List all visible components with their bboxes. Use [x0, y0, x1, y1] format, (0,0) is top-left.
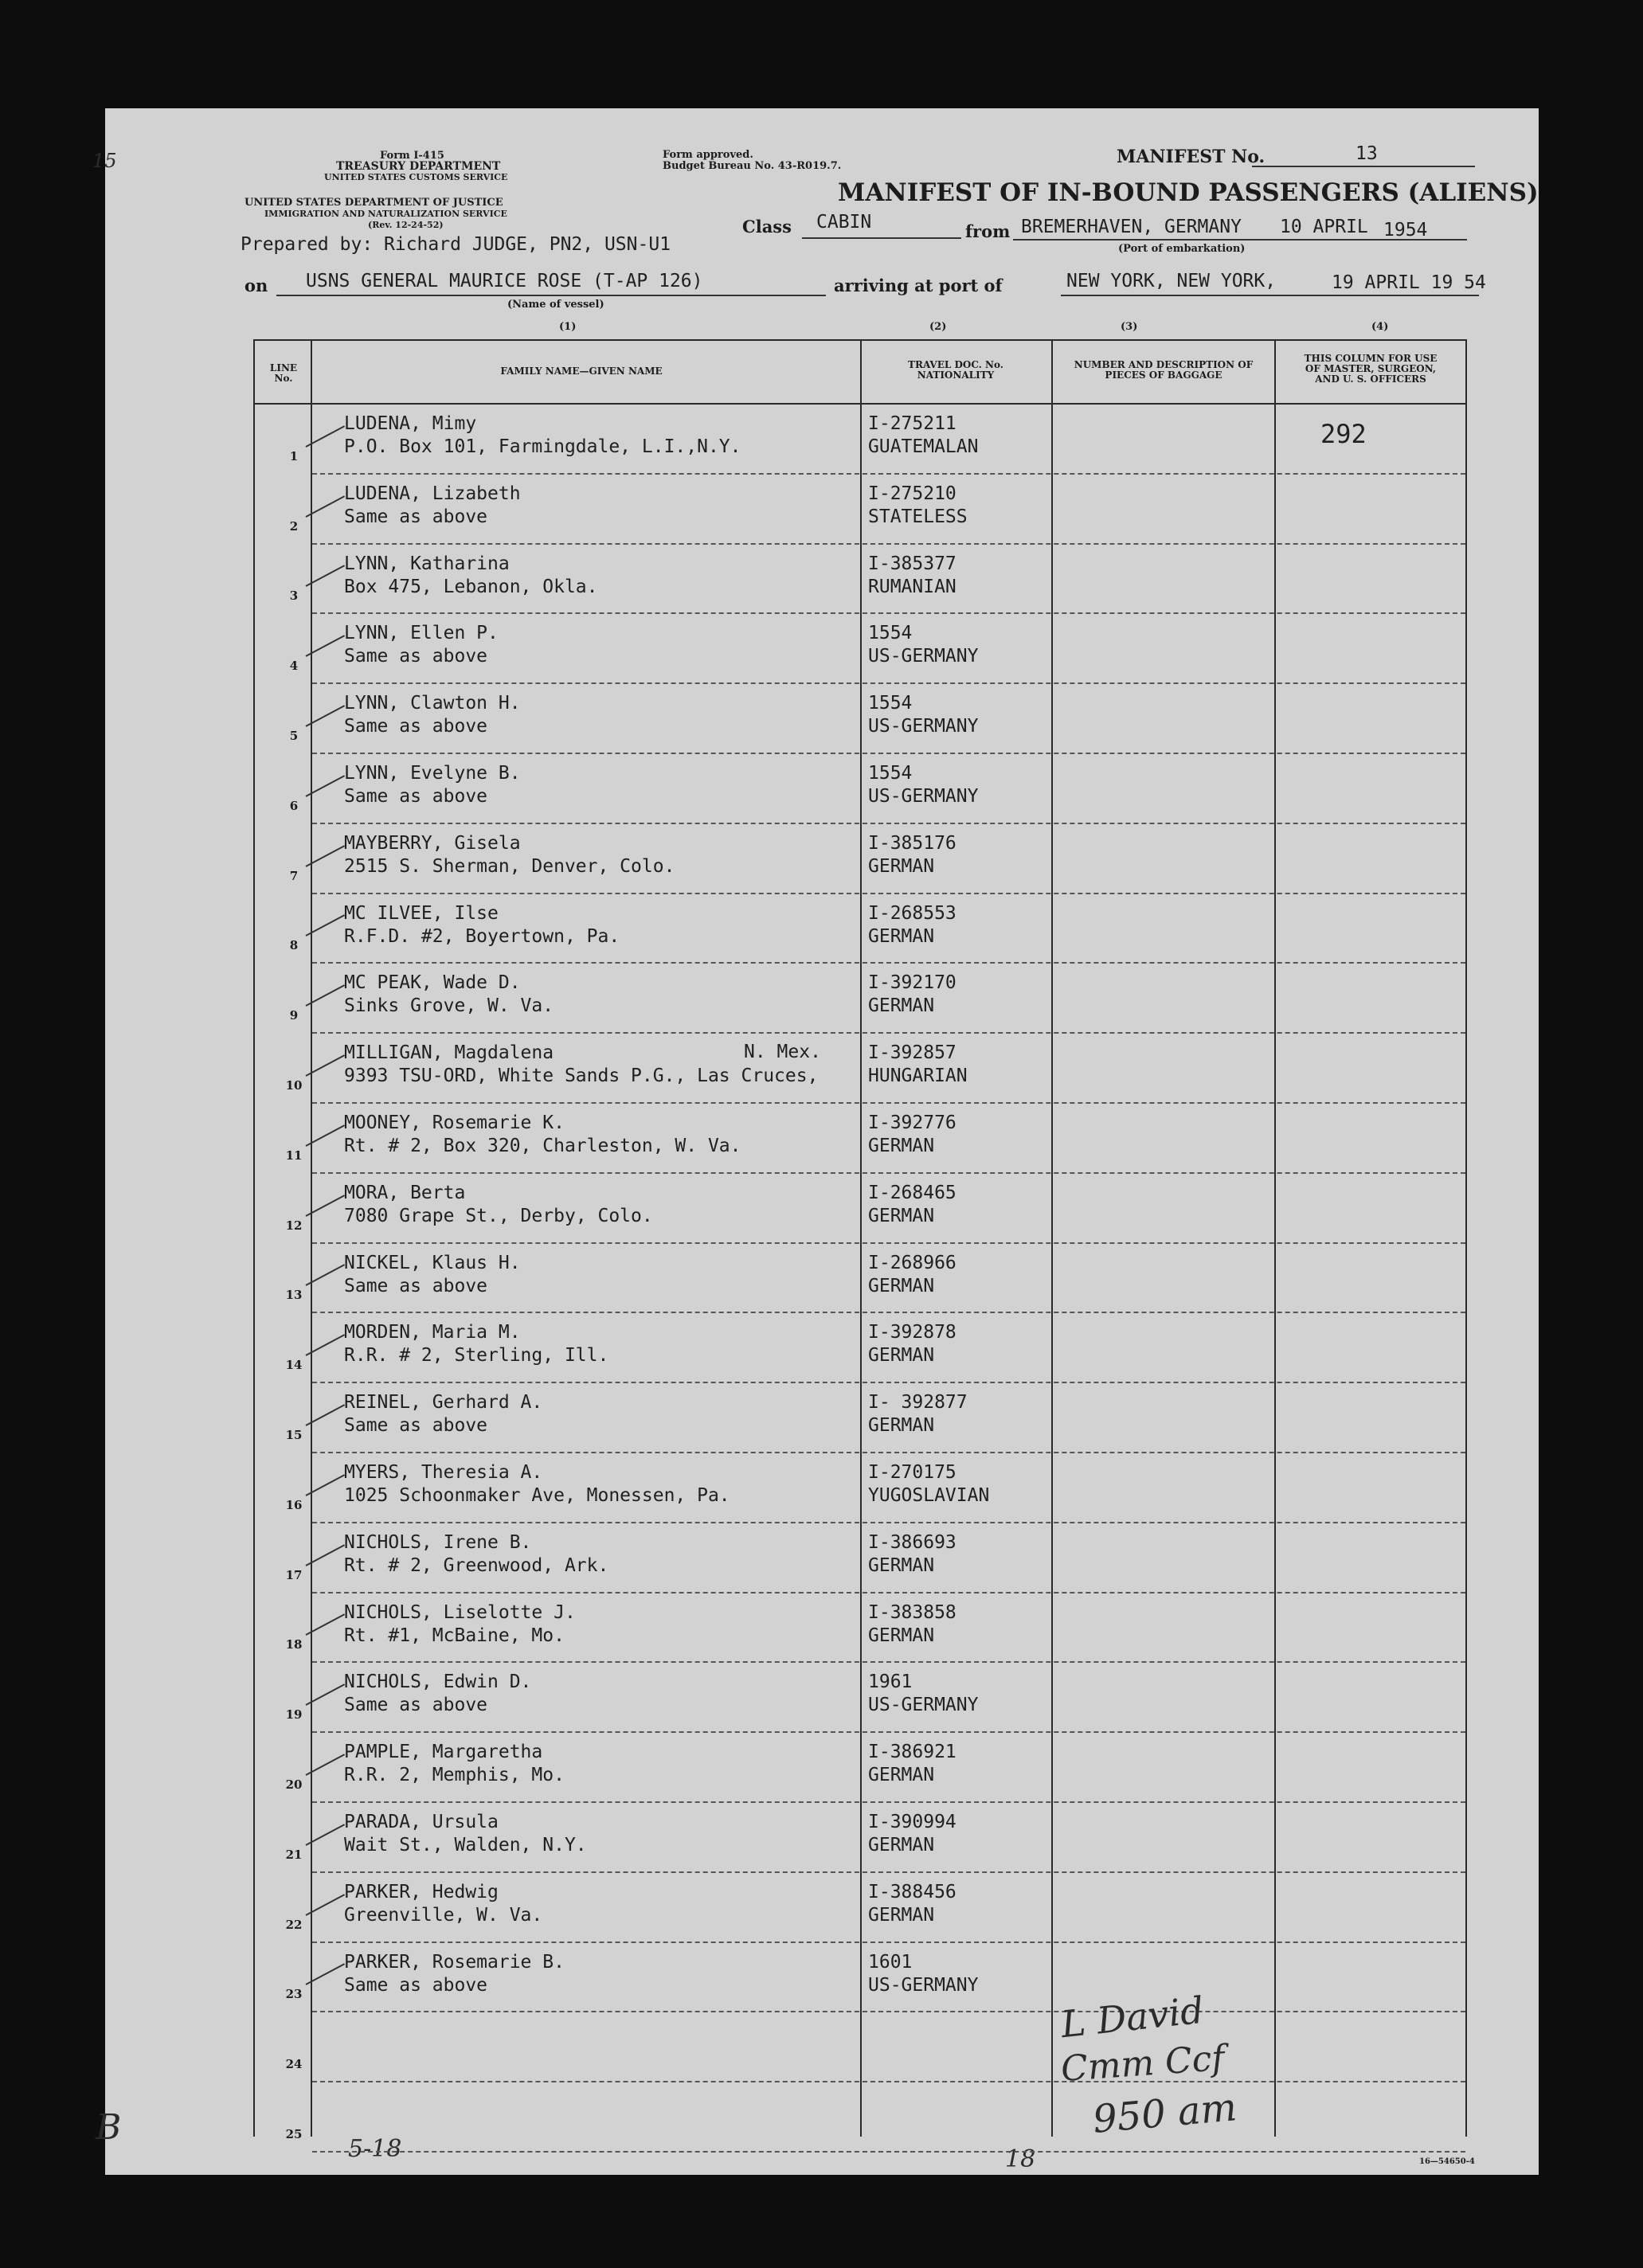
travel-doc-number: I-268966 [868, 1252, 956, 1273]
travel-doc-number: 1601 [868, 1951, 913, 1973]
passenger-name: LYNN, Katharina [344, 553, 510, 574]
passenger-address: Greenville, W. Va. [344, 1904, 543, 1926]
line-number: 2 [289, 518, 299, 534]
travel-doc-number: I-392170 [868, 972, 956, 994]
travel-doc-number: 1554 [868, 763, 913, 784]
treasury-dept: TREASURY DEPARTMENT [336, 160, 501, 173]
passenger-name: NICHOLS, Edwin D. [344, 1672, 532, 1693]
passenger-entry [344, 1671, 531, 1717]
nationality: US-GERMANY [868, 1695, 979, 1716]
passenger-name: MAYBERRY, Gisela [344, 832, 521, 854]
nationality: GERMAN [868, 1415, 935, 1437]
passenger-address: Sinks Grove, W. Va. [344, 995, 554, 1017]
passenger-address: Same as above [344, 1275, 488, 1296]
col-header-doc-line: TRAVEL DOC. No. [908, 359, 1003, 370]
travel-doc-entry [868, 1042, 968, 1088]
line-number: 25 [285, 2127, 303, 2141]
passenger-entry [344, 1461, 730, 1507]
travel-doc-entry [868, 1811, 956, 1857]
passenger-name: PARADA, Ursula [344, 1812, 499, 1832]
passenger-name: NICHOLS, Liselotte J. [344, 1601, 576, 1623]
line-number: 18 [285, 1637, 303, 1652]
passenger-entry [344, 1391, 542, 1437]
passenger-name: LUDENA, Lizabeth [344, 483, 521, 504]
class-label: Class [742, 217, 792, 237]
travel-doc-number: I-392878 [868, 1322, 956, 1343]
bottom-note: 18 [1005, 2145, 1036, 2173]
travel-doc-entry [868, 413, 978, 459]
line-number: 3 [289, 589, 299, 604]
nationality: US-GERMANY [868, 786, 979, 807]
margin-note: 15 [92, 150, 117, 172]
embark-year: 1954 [1383, 220, 1428, 240]
passenger-entry [344, 1741, 565, 1787]
arrival-port: NEW YORK, NEW YORK, [1066, 271, 1277, 291]
travel-doc-entry [868, 1741, 956, 1787]
passenger-entry [344, 1531, 608, 1578]
passenger-entry [344, 553, 598, 599]
passenger-address: R.F.D. #2, Boyertown, Pa. [344, 925, 620, 947]
travel-doc-entry [868, 1112, 956, 1158]
col-header-baggage-line: NUMBER AND DESCRIPTION OF [1074, 359, 1254, 370]
officer-signature: L David [1058, 1988, 1206, 2047]
passenger-address: Rt. # 2, Box 320, Charleston, W. Va. [344, 1136, 741, 1156]
travel-doc-number: I-268553 [868, 902, 956, 924]
passenger-address: Same as above [344, 716, 488, 737]
passenger-address: R.R. 2, Memphis, Mo. [344, 1765, 565, 1786]
passenger-address: 9393 TSU-ORD, White Sands P.G., Las Cruces, [344, 1066, 819, 1087]
travel-doc-entry [868, 483, 968, 529]
justice-dept: UNITED STATES DEPARTMENT OF JUSTICE [244, 197, 503, 209]
passenger-entry [344, 1252, 521, 1298]
passenger-entry [344, 1951, 565, 1997]
revision-date: (Rev. 12-24-52) [368, 220, 444, 230]
nationality: US-GERMANY [868, 646, 979, 667]
travel-doc-number: I-392776 [868, 1112, 956, 1133]
col-header-baggage-line: PIECES OF BAGGAGE [1105, 370, 1222, 381]
passenger-address: 2515 S. Sherman, Denver, Colo. [344, 855, 675, 877]
budget-bureau: Budget Bureau No. 43-R019.7. [663, 160, 842, 172]
col-header-officers-line: THIS COLUMN FOR USE [1304, 353, 1438, 364]
nationality: GERMAN [868, 1625, 935, 1646]
address-continuation: N. Mex. [744, 1042, 821, 1063]
passenger-address: Rt. #1, McBaine, Mo. [344, 1625, 565, 1646]
col-header-baggage [1059, 360, 1268, 381]
passenger-address: R.R. # 2, Sterling, Ill. [344, 1345, 609, 1367]
travel-doc-number: I-385377 [868, 553, 956, 574]
line-number: 13 [285, 1288, 303, 1303]
travel-doc-number: I-275210 [868, 483, 956, 504]
nationality: GERMAN [868, 855, 935, 877]
line-number: 24 [285, 2057, 303, 2072]
passenger-entry [344, 762, 521, 808]
passenger-entry [344, 1182, 653, 1228]
travel-doc-entry [868, 1252, 956, 1298]
travel-doc-entry [868, 762, 978, 808]
passenger-name: LYNN, Clawton H. [344, 693, 521, 714]
line-number: 19 [285, 1707, 303, 1723]
line-number: 22 [285, 1917, 303, 1932]
line-number: 9 [289, 1008, 299, 1023]
on-label: on [244, 276, 268, 295]
vessel-name: USNS GENERAL MAURICE ROSE (T-AP 126) [306, 271, 703, 291]
arrival-time: 950 am [1090, 2085, 1239, 2142]
arriving-label: arriving at port of [834, 276, 1003, 295]
passenger-entry [344, 902, 620, 948]
prepared-by: Prepared by: Richard JUDGE, PN2, USN-U1 [241, 234, 671, 255]
passenger-address: Same as above [344, 1695, 488, 1716]
embark-caption: (Port of embarkation) [1118, 243, 1246, 255]
passenger-address: 1025 Schoonmaker Ave, Monessen, Pa. [344, 1485, 730, 1506]
travel-doc-entry [868, 1391, 968, 1437]
passenger-name: LUDENA, Mimy [344, 413, 477, 434]
column-number: (1) [559, 321, 577, 333]
travel-doc-entry [868, 1951, 978, 1997]
manifest-label: MANIFEST No. [1117, 147, 1266, 167]
passenger-name: MYERS, Theresia A. [344, 1462, 543, 1483]
line-number: 17 [285, 1567, 303, 1582]
nationality: GERMAN [868, 1835, 935, 1855]
travel-doc-entry [868, 1321, 956, 1367]
travel-doc-number: I-268465 [868, 1182, 956, 1203]
passenger-name: LYNN, Ellen P. [344, 623, 499, 644]
passenger-entry [344, 622, 499, 668]
line-number: 23 [285, 1987, 303, 2002]
line-number: 6 [289, 798, 299, 813]
passenger-address: Same as above [344, 1974, 488, 1996]
line-number: 8 [289, 938, 299, 953]
nationality: HUNGARIAN [868, 1066, 968, 1087]
passenger-address: Box 475, Lebanon, Okla. [344, 576, 598, 597]
col-header-line: LINE No. [269, 362, 298, 384]
line-number: 7 [289, 868, 299, 883]
travel-doc-number: I-386693 [868, 1531, 956, 1553]
passenger-address: Same as above [344, 646, 488, 667]
nationality: US-GERMANY [868, 716, 979, 737]
travel-doc-number: I-390994 [868, 1812, 956, 1832]
passenger-entry [344, 1881, 542, 1927]
col-header-officers-line: AND U. S. OFFICERS [1315, 373, 1426, 385]
arrival-date: 19 APRIL 19 54 [1332, 272, 1486, 293]
manifest-title: MANIFEST OF IN-BOUND PASSENGERS (ALIENS) [838, 178, 1539, 207]
passenger-entry [344, 413, 741, 459]
travel-doc-number: 1554 [868, 693, 913, 714]
form-approved: Form approved. [663, 149, 753, 161]
passenger-address: 7080 Grape St., Derby, Colo. [344, 1205, 653, 1226]
officer-signature: Cmm Ccf [1059, 2037, 1226, 2090]
travel-doc-entry [868, 1671, 978, 1717]
nationality: STATELESS [868, 506, 968, 527]
passenger-address: Same as above [344, 506, 488, 527]
manifest-number: 13 [1355, 143, 1378, 164]
passenger-entry [344, 1321, 608, 1367]
line-number: 16 [285, 1497, 303, 1512]
passenger-name: MORDEN, Maria M. [344, 1322, 521, 1343]
travel-doc-number: I-383858 [868, 1601, 956, 1623]
embark-date: 10 APRIL [1280, 217, 1368, 237]
manifest-page [92, 108, 1539, 2175]
column-number: (4) [1371, 321, 1389, 333]
travel-doc-number: I-386921 [868, 1742, 956, 1763]
col-header-officers [1282, 354, 1459, 385]
travel-doc-entry [868, 692, 978, 738]
travel-doc-number: I-275211 [868, 413, 956, 434]
passenger-name: REINEL, Gerhard A. [344, 1392, 543, 1414]
nationality: GERMAN [868, 1136, 935, 1156]
form-number: Form I-415 [380, 150, 444, 162]
passenger-entry [344, 692, 521, 738]
line-number: 20 [285, 1777, 303, 1792]
nationality: GERMAN [868, 1904, 935, 1926]
line-number: 21 [285, 1847, 303, 1862]
passenger-entry [344, 483, 521, 529]
passenger-name: MORA, Berta [344, 1182, 466, 1203]
travel-doc-number: I-388456 [868, 1881, 956, 1902]
travel-doc-number: I-392857 [868, 1042, 956, 1064]
passenger-address: P.O. Box 101, Farmingdale, L.I.,N.Y. [344, 436, 741, 457]
ins-service: IMMIGRATION AND NATURALIZATION SERVICE [264, 209, 507, 219]
line-number: 5 [289, 729, 299, 743]
nationality: YUGOSLAVIAN [868, 1485, 990, 1506]
passenger-name: MOONEY, Rosemarie K. [344, 1112, 565, 1133]
travel-doc-entry [868, 1881, 956, 1927]
travel-doc-number: 1961 [868, 1672, 913, 1693]
passenger-name: MILLIGAN, Magdalena [344, 1042, 554, 1064]
passenger-name: PARKER, Hedwig [344, 1881, 499, 1902]
passenger-entry [344, 832, 675, 878]
line-number: 1 [289, 448, 299, 463]
travel-doc-entry [868, 553, 956, 599]
line-number: 4 [289, 659, 299, 674]
travel-doc-entry [868, 1182, 956, 1228]
vessel-caption: (Name of vessel) [507, 299, 604, 311]
col-header-nat-line: NATIONALITY [917, 370, 995, 381]
line-number: 15 [285, 1428, 303, 1442]
line-number: 14 [285, 1358, 303, 1373]
travel-doc-number: 1554 [868, 623, 913, 644]
travel-doc-number: I-270175 [868, 1462, 956, 1483]
col-header-officers-line: OF MASTER, SURGEON, [1305, 363, 1437, 374]
passenger-address: Same as above [344, 1415, 488, 1437]
form-code: 16—54650-4 [1419, 2157, 1475, 2166]
travel-doc-number: I- 392877 [868, 1392, 968, 1414]
passenger-entry [344, 1811, 587, 1857]
passenger-address: Same as above [344, 786, 488, 807]
travel-doc-entry [868, 1601, 956, 1648]
nationality: GERMAN [868, 995, 935, 1017]
nationality: RUMANIAN [868, 576, 956, 597]
line-number: 11 [285, 1148, 303, 1163]
nationality: GUATEMALAN [868, 436, 979, 457]
nationality: GERMAN [868, 1765, 935, 1786]
passenger-name: NICHOLS, Irene B. [344, 1531, 532, 1553]
passenger-name: LYNN, Evelyne B. [344, 763, 521, 784]
line-number: 12 [285, 1218, 303, 1233]
travel-doc-entry [868, 832, 956, 878]
travel-doc-entry [868, 902, 956, 948]
passenger-table [253, 339, 1467, 2141]
passenger-entry [344, 1601, 576, 1648]
travel-doc-entry [868, 622, 978, 668]
bottom-note: 5-18 [348, 2135, 402, 2163]
col-header-name: FAMILY NAME—GIVEN NAME [500, 366, 663, 377]
passenger-address: Wait St., Walden, N.Y. [344, 1835, 587, 1855]
from-label: from [965, 221, 1011, 241]
nationality: GERMAN [868, 1345, 935, 1367]
class-value: CABIN [816, 212, 872, 233]
passenger-name: PAMPLE, Margaretha [344, 1742, 543, 1763]
travel-doc-entry [868, 1531, 956, 1578]
column-number: (2) [929, 321, 947, 333]
embark-port: BREMERHAVEN, GERMANY [1021, 217, 1242, 237]
col-header-doc [868, 360, 1043, 381]
passenger-name: MC ILVEE, Ilse [344, 902, 499, 924]
nationality: GERMAN [868, 1275, 935, 1296]
passenger-name: NICKEL, Klaus H. [344, 1252, 521, 1273]
line-number: 10 [285, 1078, 303, 1093]
nationality: GERMAN [868, 1205, 935, 1226]
customs-service: UNITED STATES CUSTOMS SERVICE [324, 172, 508, 182]
passenger-name: MC PEAK, Wade D. [344, 972, 521, 994]
travel-doc-number: I-385176 [868, 832, 956, 854]
travel-doc-entry [868, 1461, 989, 1507]
nationality: GERMAN [868, 925, 935, 947]
travel-doc-entry [868, 972, 956, 1018]
passenger-name: PARKER, Rosemarie B. [344, 1951, 565, 1973]
passenger-address: Rt. # 2, Greenwood, Ark. [344, 1554, 609, 1576]
column-number: (3) [1121, 321, 1138, 333]
nationality: US-GERMANY [868, 1974, 979, 1996]
passenger-entry [344, 1112, 741, 1158]
passenger-entry [344, 972, 554, 1018]
nationality: GERMAN [868, 1554, 935, 1576]
margin-note: B [96, 2107, 122, 2148]
officer-note: 292 [1320, 419, 1367, 449]
